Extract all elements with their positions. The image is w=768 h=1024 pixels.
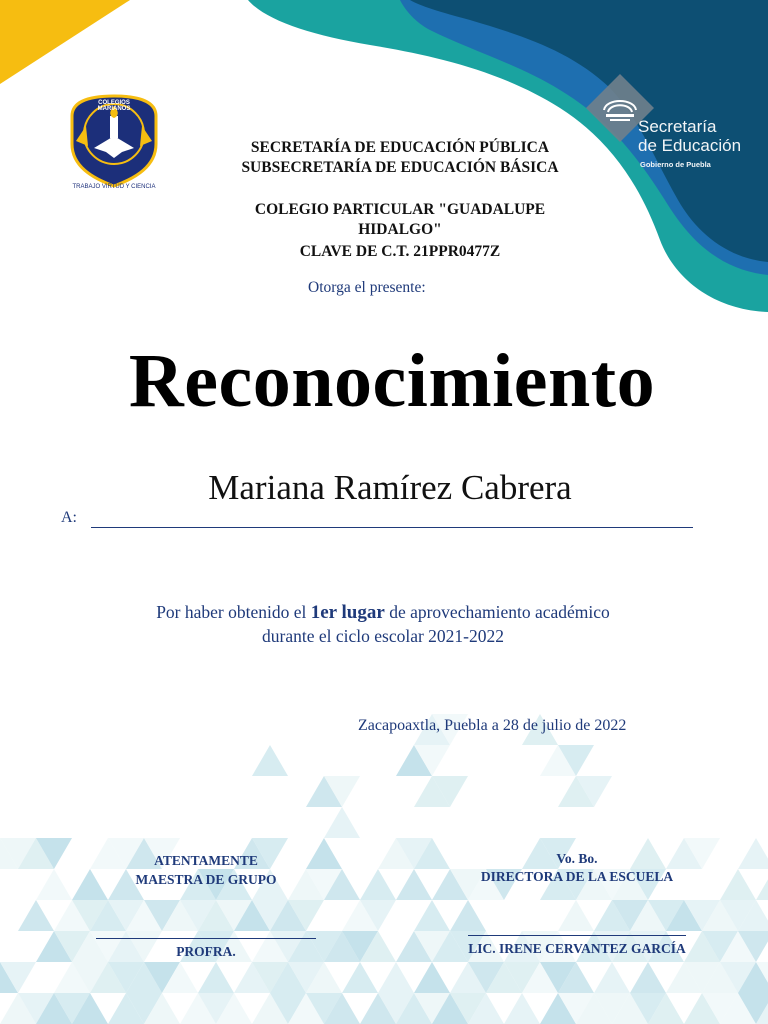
sig-right-line2: DIRECTORA DE LA ESCUELA bbox=[480, 869, 674, 884]
mosaic-triangle bbox=[720, 869, 756, 900]
certificate-title: Reconocimiento bbox=[128, 339, 656, 423]
mosaic-triangle bbox=[558, 900, 594, 931]
reason-line1 bbox=[80, 600, 686, 625]
recipient-prefix: A: bbox=[61, 509, 77, 526]
sep-logo-line2: de Educación bbox=[638, 136, 742, 155]
sig-left-line1: ATENTAMENTE bbox=[154, 853, 258, 868]
recipient-underline bbox=[91, 527, 693, 528]
school-logo bbox=[64, 86, 164, 198]
reason-post: de aprovechamiento académico bbox=[384, 602, 610, 622]
place-date: Zacapoaxtla, Puebla a 28 de julio de 2022 bbox=[358, 717, 627, 734]
mosaic-triangle bbox=[450, 900, 486, 931]
sig-right-line bbox=[468, 935, 686, 936]
mosaic-triangle bbox=[414, 900, 450, 931]
sig-left-line bbox=[96, 938, 316, 939]
mosaic-triangle bbox=[594, 962, 630, 993]
mosaic-triangle bbox=[360, 869, 396, 900]
sig-right-line1: Vo. Bo. bbox=[556, 851, 598, 866]
mosaic-triangle bbox=[756, 869, 768, 900]
mosaic-triangle bbox=[504, 993, 540, 1024]
mosaic-triangle bbox=[414, 962, 450, 993]
mosaic-triangle bbox=[738, 838, 768, 869]
school-name-line2: HIDALGO" bbox=[358, 221, 442, 238]
recipient-name: Mariana Ramírez Cabrera bbox=[208, 468, 572, 507]
reason-pre: Por haber obtenido el bbox=[156, 602, 311, 622]
reason-emphasis: 1er lugar bbox=[310, 602, 385, 623]
mosaic-triangle bbox=[18, 900, 54, 931]
mosaic-triangle bbox=[324, 807, 360, 838]
mosaic-triangle bbox=[396, 869, 432, 900]
header-secretaria: SECRETARÍA DE EDUCACIÓN PÚBLICA bbox=[250, 139, 550, 156]
reason-line2: durante el ciclo escolar 2021-2022 bbox=[262, 626, 504, 646]
mosaic-triangle bbox=[198, 962, 234, 993]
mosaic-triangle bbox=[630, 962, 666, 993]
mosaic-triangle bbox=[252, 745, 288, 776]
mosaic-triangle bbox=[378, 962, 414, 993]
mosaic-triangle bbox=[36, 869, 72, 900]
header-subsecretaria: SUBSECRETARÍA DE EDUCACIÓN BÁSICA bbox=[241, 159, 559, 176]
school-name-line1: COLEGIO PARTICULAR "GUADALUPE bbox=[254, 201, 546, 218]
sep-logo-line3: Gobierno de Puebla bbox=[640, 160, 711, 169]
sig-right-name: LIC. IRENE CERVANTEZ GARCÍA bbox=[468, 941, 686, 956]
school-logo-motto: TRABAJO VIRTUD Y CIENCIA bbox=[72, 184, 156, 190]
sep-logo-line1: Secretaría bbox=[638, 117, 717, 136]
school-logo-name: COLEGIOS MARIANOS bbox=[97, 100, 131, 112]
gold-corner-triangle bbox=[0, 0, 130, 84]
sig-left-name: PROFRA. bbox=[176, 944, 236, 959]
school-clave: CLAVE DE C.T. 21PPR0477Z bbox=[299, 243, 501, 260]
grant-text: Otorga el presente: bbox=[308, 279, 426, 296]
sig-left-line2: MAESTRA DE GRUPO bbox=[135, 872, 277, 887]
mosaic-triangle bbox=[342, 962, 378, 993]
